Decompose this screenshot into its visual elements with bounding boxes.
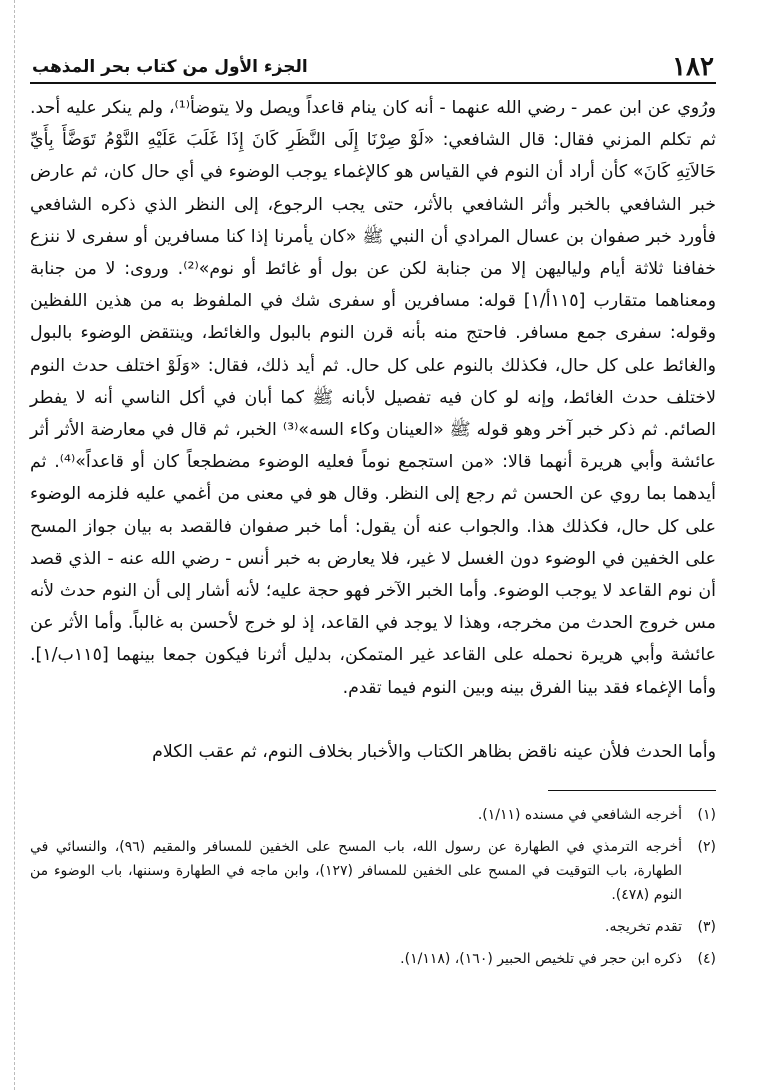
footnote-text: أخرجه الشافعي في مسنده (١/١١).: [477, 807, 682, 824]
footnote-number: (١): [697, 807, 716, 824]
paragraph-gap: [30, 704, 716, 736]
footnotes: [30, 803, 716, 971]
footnote-number: (٤): [697, 951, 716, 968]
footnote-text: تقدم تخريجه.: [605, 919, 682, 936]
footnote-separator: [548, 790, 716, 791]
running-title: الجزء الأول من كتاب بحر المذهب: [32, 57, 308, 77]
book-page: [30, 48, 716, 979]
footnote-text: أخرجه الترمذي في الطهارة عن رسول الله، باب المسح على الخفين للمسافر والمقيم (٩٦)، والنسائي في الطهارة، باب التوقيت في المسح على الخفين للمسافر (١٢٧)، وابن ماجه في الطهارة وسننها، باب الوضوء من النوم (٤٧٨).: [30, 839, 683, 904]
page-header: [30, 48, 716, 84]
footnote: [30, 915, 716, 939]
main-text: [30, 92, 716, 768]
paragraph: ورُوي عن ابن عمر - رضي الله عنهما - أنه كان ينام قاعداً ويصل ولا يتوضأ⁽¹⁾، ولم ينكر عليه أحد. ثم تكلم المزني فقال: قال الشافعي: «لَوْ صِرْنَا إِلَى النَّظَرِ كَانَ إِذَا غَلَبَ عَلَيْهِ النَّوْمُ تَوَضَّأَ بِأَيِّ حَالاَتِهِ كَانَ» كأن أراد أن النوم في القياس هو كالإغماء يوجب الوضوء في أي حال كان، ثم عارض خبر الشافعي بالخبر وأثر الشافعي بالأثر، حتى يجب الرجوع، إلى النظر الذي ذكره الشافعي فأورد خبر صفوان بن عسال المرادي أن النبي ﷺ «كان يأمرنا إذا كنا مسافرين أو سفرى لا ننزع خفافنا ثلاثة أيام ولياليهن إلا من جنابة لكن عن بول أو غائط أو نوم»⁽²⁾. وروى: لا من جنابة ومعناهما متقارب [١١٥أ/١] قوله: مسافرين أو سفرى شك في الملفوظ به من هذين اللفظين وقوله: سفرى جمع مسافر. فاحتج منه بأنه قرن النوم بالبول والغائط، وينتقض الوضوء بالبول والغائط على كل حال، فكذلك بالنوم على كل حال. ثم أيد ذلك، فقال: «وَلَوْ اختلف حدث النوم لاختلف حدث الغائط، وإنه لو كان فيه تفصيل لأبانه ﷺ كما أبان في أكل الناسي أنه لا يفطر الصائم. ثم ذكر خبر آخر وهو قوله ﷺ «العينان وكاء السه»⁽³⁾ الخبر، ثم قال في معارضة الأثر أثر عائشة وأبي هريرة أنهما قالا: «من استجمع نوماً فعليه الوضوء مضطجعاً كان أو قاعداً»⁽⁴⁾. ثم أيدهما بما روي عن الحسن ثم رجع إلى النظر. وقال هو في معنى من أغمي عليه فلزمه الوضوء على كل حال، فكذلك هذا. والجواب عنه أن يقول: أما خبر صفوان فالقصد به بيان جواز المسح على الخفين في الوضوء دون الغسل لا غير، فلا يعارض به خبر أنس - رضي الله عنه - الذي قصد أن نوم القاعد لا يوجب الوضوء. وأما الخبر الآخر فهو حجة عليه؛ لأنه أشار إلى أن النوم حدث لأنه مس خروج الحدث من مخرجه، وهذا لا يوجد في القاعد، إذ لو خرج لأحسن به غالباً. وأما الأثر عن عائشة وأبي هريرة نحمله على القاعد غير المتمكن، بدليل أثرنا فيكون جمعا بينهما [١١٥ب/١]. وأما الإغماء فقد بينا الفرق بينه وبين النوم فيما تقدم.: [30, 98, 716, 698]
footnote: [30, 835, 716, 907]
footnote-number: (٢): [697, 839, 716, 856]
footnote-text: ذكره ابن حجر في تلخيص الحبير (١٦٠)، (١/١١٨).: [400, 951, 682, 968]
page-number: ١٨٢: [672, 52, 714, 82]
footnote: [30, 947, 716, 971]
footnote: [30, 803, 716, 827]
footnote-number: (٣): [697, 919, 716, 936]
binding-margin-line: [14, 0, 15, 1090]
paragraph: وأما الحدث فلأن عينه ناقض بظاهر الكتاب والأخبار بخلاف النوم، ثم عقب الكلام: [152, 741, 716, 762]
